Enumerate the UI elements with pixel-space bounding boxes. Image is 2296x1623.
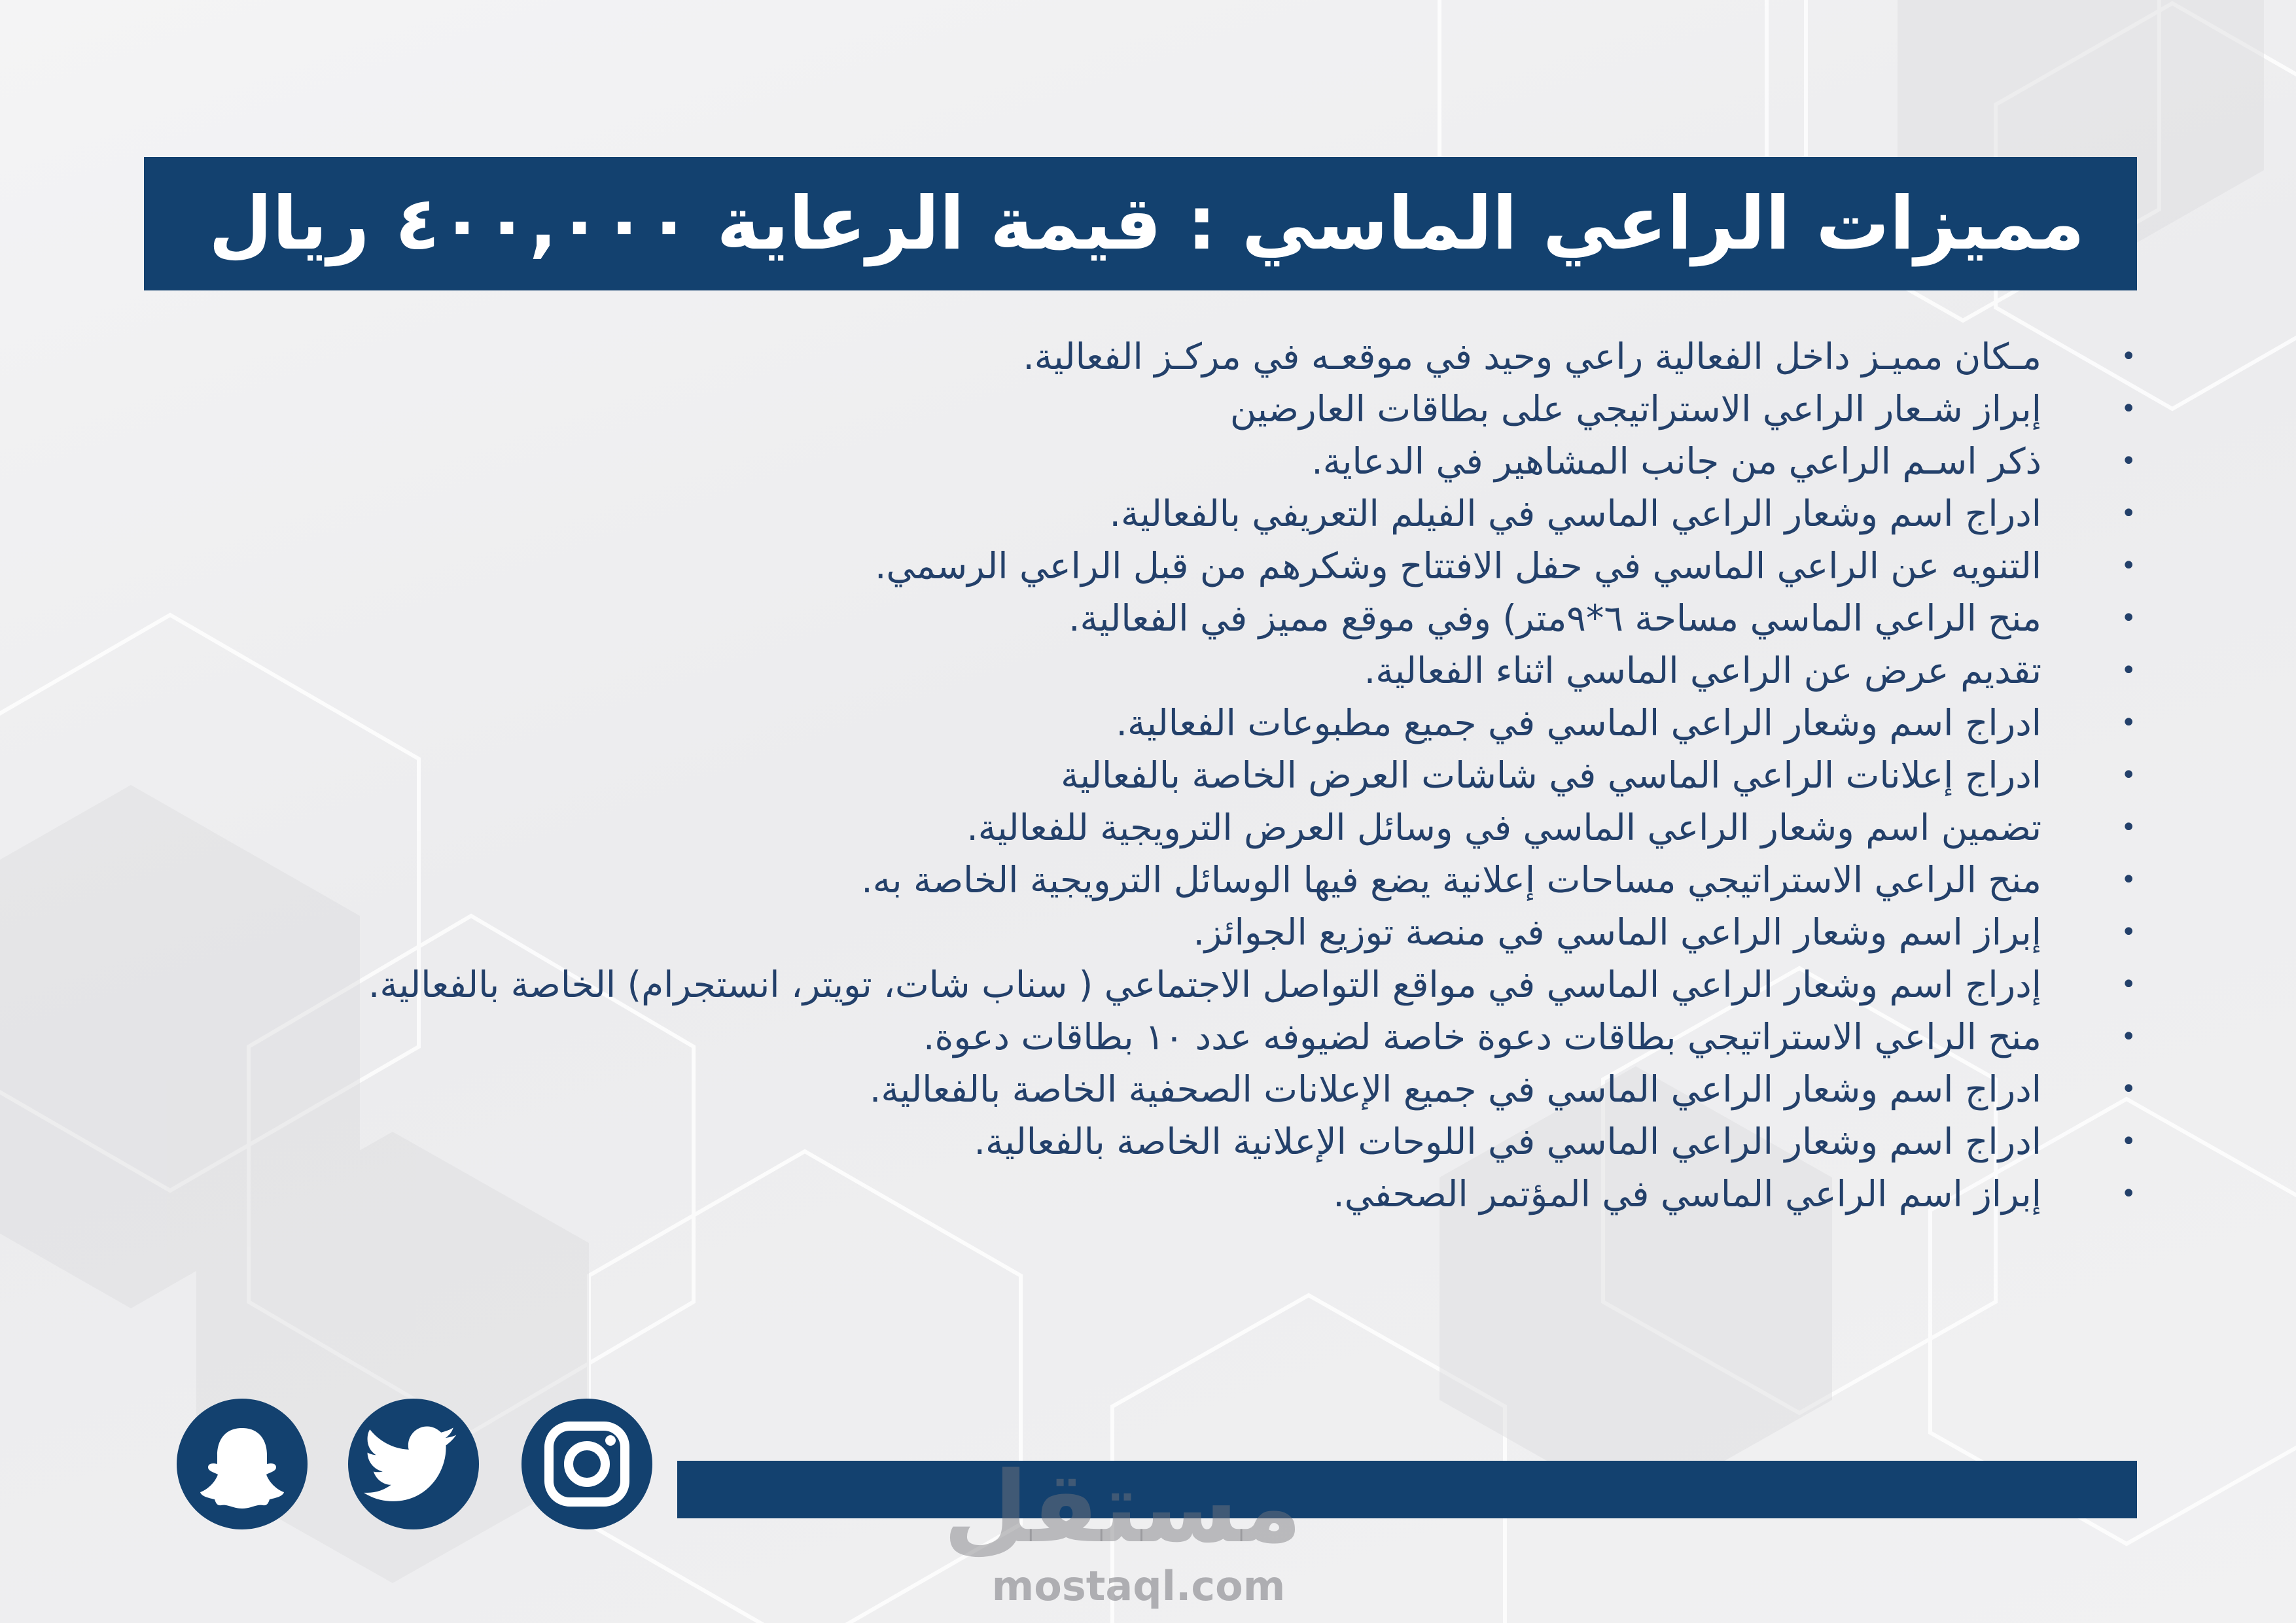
list-item-text: التنويه عن الراعي الماسي في حفل الافتتاح وشكرهم من قبل الراعي الرسمي.	[874, 545, 2041, 587]
bullet: •	[2121, 655, 2136, 686]
bullet: •	[2121, 1179, 2136, 1209]
watermark-url: mostaql.com	[991, 1562, 1286, 1610]
list-item	[170, 435, 2136, 487]
bullet: •	[2121, 865, 2136, 895]
list-item	[170, 487, 2136, 540]
list-item-text: ادراج اسم وشعار الراعي الماسي في الفيلم التعريفي بالفعالية.	[1109, 493, 2041, 534]
list-item	[170, 1115, 2136, 1168]
list-item	[170, 1063, 2136, 1115]
list-item	[170, 1168, 2136, 1220]
bullet: •	[2121, 1126, 2136, 1157]
list-item	[170, 854, 2136, 906]
list-item	[170, 697, 2136, 749]
list-item-text: مـكان مميـز داخل الفعالية راعي وحيد في موقعـه في مركـز الفعالية.	[1023, 336, 2041, 377]
snapchat-icon[interactable]	[177, 1399, 308, 1529]
bullet: •	[2121, 603, 2136, 633]
page-title: مميزات الراعي الماسي : قيمة الرعاية ٤٠٠,٠٠٠ ريال	[208, 181, 2085, 266]
list-item	[170, 592, 2136, 644]
list-item	[170, 1011, 2136, 1063]
bullet: •	[2121, 760, 2136, 790]
list-item-text: إدراج اسم وشعار الراعي الماسي في مواقع التواصل الاجتماعي ( سناب شات، تويتر، انستجرام) الخاصة بالفعالية.	[368, 964, 2041, 1005]
title-banner	[144, 157, 2137, 290]
benefits-list	[170, 330, 2136, 1220]
list-item-text: منح الراعي الماسي مساحة ٦*٩متر) وفي موقع مميز في الفعالية.	[1069, 597, 2041, 639]
list-item	[170, 540, 2136, 592]
list-item	[170, 644, 2136, 697]
list-item-text: إبراز اسم وشعار الراعي الماسي في منصة توزيع الجوائز.	[1193, 911, 2041, 953]
list-item-text: ادراج اسم وشعار الراعي الماسي في جميع مطبوعات الفعالية.	[1116, 702, 2041, 744]
list-item-text: ادراج اسم وشعار الراعي الماسي في جميع الإعلانات الصحفية الخاصة بالفعالية.	[869, 1068, 2041, 1110]
bullet: •	[2121, 708, 2136, 738]
bullet: •	[2121, 969, 2136, 1000]
list-item-text: إبراز اسم الراعي الماسي في المؤتمر الصحفي.	[1333, 1173, 2041, 1215]
list-item-text: ذكر اسـم الراعي من جانب المشاهير في الدعاية.	[1311, 440, 2041, 482]
bullet: •	[2121, 551, 2136, 581]
list-item-text: منح الراعي الاستراتيجي بطاقات دعوة خاصة لضيوفه عدد ١٠ بطاقات دعوة.	[923, 1016, 2041, 1058]
list-item-text: تقديم عرض عن الراعي الماسي اثناء الفعالية.	[1364, 650, 2041, 691]
list-item	[170, 749, 2136, 801]
list-item	[170, 801, 2136, 854]
list-item	[170, 330, 2136, 383]
list-item-text: ادراج اسم وشعار الراعي الماسي في اللوحات الإعلانية الخاصة بالفعالية.	[974, 1121, 2041, 1162]
watermark-logo: مستقل	[943, 1451, 1302, 1565]
footer-bar	[677, 1461, 2137, 1518]
bullet: •	[2121, 498, 2136, 529]
bullet: •	[2121, 1022, 2136, 1052]
bullet: •	[2121, 812, 2136, 843]
list-item	[170, 906, 2136, 958]
list-item	[170, 383, 2136, 435]
bullet: •	[2121, 446, 2136, 476]
list-item-text: تضمين اسم وشعار الراعي الماسي في وسائل العرض الترويجية للفعالية.	[966, 807, 2041, 848]
list-item	[65, 958, 2136, 1011]
instagram-icon[interactable]	[521, 1399, 652, 1529]
bullet: •	[2121, 394, 2136, 424]
list-item-text: إبراز شـعار الراعي الاستراتيجي على بطاقات العارضين	[1229, 388, 2041, 430]
twitter-icon[interactable]	[348, 1399, 479, 1529]
list-item-text: ادراج إعلانات الراعي الماسي في شاشات العرض الخاصة بالفعالية	[1061, 754, 2041, 796]
bullet: •	[2121, 1074, 2136, 1104]
list-item-text: منح الراعي الاستراتيجي مساحات إعلانية يضع فيها الوسائل الترويجية الخاصة به.	[861, 859, 2041, 901]
watermark	[943, 1451, 1302, 1610]
bullet: •	[2121, 341, 2136, 372]
bullet: •	[2121, 917, 2136, 947]
